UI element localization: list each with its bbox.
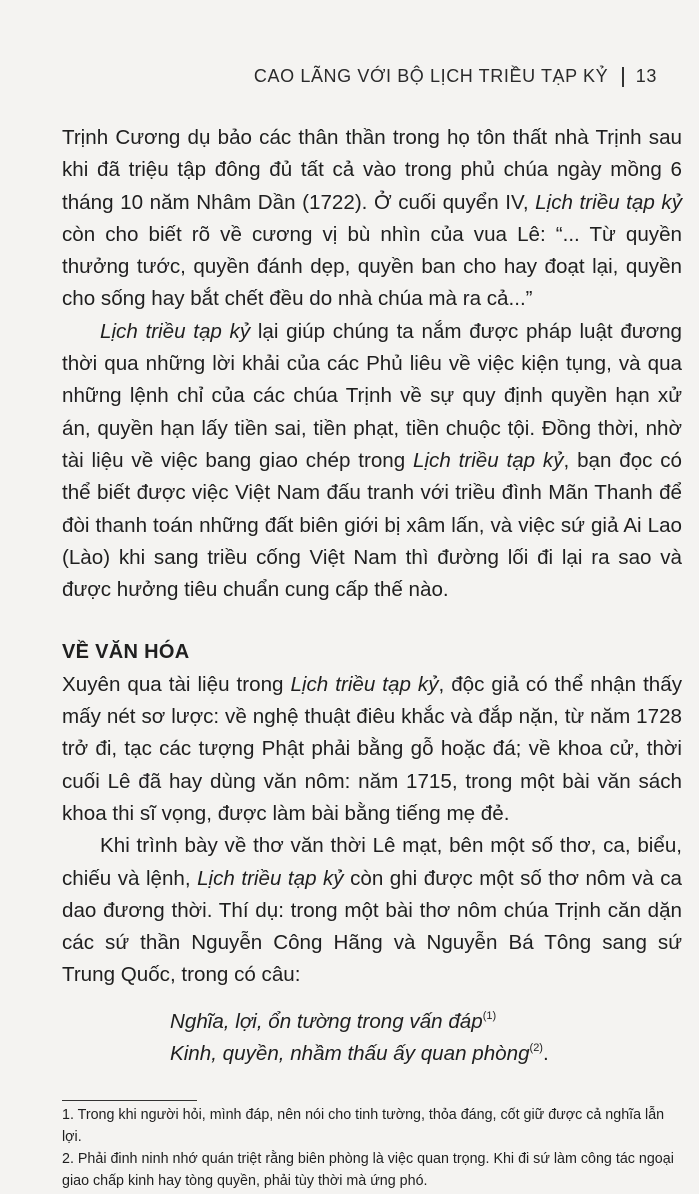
verse-period: . — [542, 1042, 549, 1066]
verse-line-1 — [170, 1006, 682, 1038]
book-title-italic: Lịch triều tạp kỷ — [197, 866, 344, 890]
paragraph-1 — [62, 122, 682, 316]
book-title-italic: Lịch triều tạp kỷ — [413, 448, 564, 472]
footnote-1: 1. Trong khi người hỏi, mình đáp, nên nói cho tinh tường, thỏa đáng, cốt giữ được cả nghĩa lẫn lợi. — [62, 1107, 665, 1145]
paragraph-3 — [62, 669, 682, 830]
book-title-italic: Lịch triều tạp kỷ — [535, 190, 682, 214]
verse-text: Kinh, quyền, nhầm thấu ấy quan phòng — [170, 1042, 530, 1066]
text-run: lại giúp chúng ta nắm được pháp luật đương thời qua những lời khải của các Phủ liêu về việc kiện tụng, và qua những lệnh chỉ của các chúa Trịnh về sự quy định quyền hạn xử án, quyền hạn lấy tiền sai, tiền phạt, tiền chuộc tội. Đồng thời, nhờ tài liệu về việc bang giao chép trong — [62, 319, 682, 472]
verse-text: Nghĩa, lợi, ổn tường trong vấn đáp — [170, 1009, 483, 1033]
text-run: còn ghi được một số thơ nôm và ca dao đương thời. Thí dụ: trong một bài thơ nôm chúa Trịnh căn dặn các sứ thần Nguyễn Công Hãng và Nguyễn Bá Tông sang sứ Trung Quốc, trong có câu: — [62, 866, 682, 987]
text-run: , độc giả có thể nhận thấy mấy nét sơ lược: về nghệ thuật điêu khắc và đắp nặn, từ năm 1728 trở đi, tạc các tượng Phật phải bằng gỗ hoặc đá; về khoa cử, thời cuối Lê đã hay dùng văn nôm: năm 1715, trong một bài văn sách khoa thi sĩ vọng, được làm bài bằng tiếng mẹ đẻ. — [62, 672, 682, 825]
footnote-rule — [62, 1100, 197, 1101]
running-header — [254, 66, 657, 87]
footnotes — [62, 1104, 682, 1192]
main-text — [62, 122, 682, 1070]
header-divider — [622, 67, 624, 87]
footnote-ref-1: (1) — [482, 1009, 497, 1022]
text-run: , bạn đọc có thể biết được việc Việt Nam đấu tranh với triều đình Mãn Thanh để đòi thanh toán những đất biên giới bị xâm lấn, và việc sứ giả Ai Lao (Lào) khi sang triều cống Việt Nam thì đường lối đi lại ra sao và được hưởng tiêu chuẩn cung cấp thế nào. — [62, 448, 683, 602]
book-title-italic: Lịch triều tạp kỷ — [290, 672, 439, 696]
text-run: Trịnh Cương dụ bảo các thân thần trong họ tôn thất nhà Trịnh sau khi đã triệu tập đông đủ tất cả vào trong phủ chúa ngày mồng 6 tháng 10 năm Nhâm Dần (1722). Ở cuối quyển IV, — [62, 126, 682, 214]
footnote-2: 2. Phải đinh ninh nhớ quán triệt rằng biên phòng là việc quan trọng. Khi đi sứ làm công tác ngoại giao chấp kinh hay tòng quyền, phải tùy thời mà ứng phó. — [62, 1151, 674, 1189]
paragraph-4 — [62, 830, 682, 991]
running-header-title: CAO LÃNG VỚI BỘ LỊCH TRIỀU TẠP KỶ — [253, 66, 609, 86]
book-title-italic: Lịch triều tạp kỷ — [100, 319, 251, 343]
verse-line-2 — [170, 1038, 682, 1070]
section-heading: VỀ VĂN HÓA — [62, 641, 190, 664]
footnote-ref-2: (2) — [529, 1042, 543, 1055]
paragraph-2 — [62, 316, 682, 607]
text-run: Khi trình bày về thơ văn thời Lê mạt, bên một số thơ, ca, biểu, chiếu và lệnh, — [62, 834, 682, 890]
text-run: Xuyên qua tài liệu trong — [62, 672, 291, 696]
text-run: còn cho biết rõ về cương vị bù nhìn của vua Lê: “... Từ quyền thưởng tước, quyền đánh dẹp, quyền ban cho hay đoạt lại, quyền cho sống hay bắt chết đều do nhà chúa mà ra cả...” — [62, 222, 682, 311]
page-number: 13 — [635, 66, 657, 86]
